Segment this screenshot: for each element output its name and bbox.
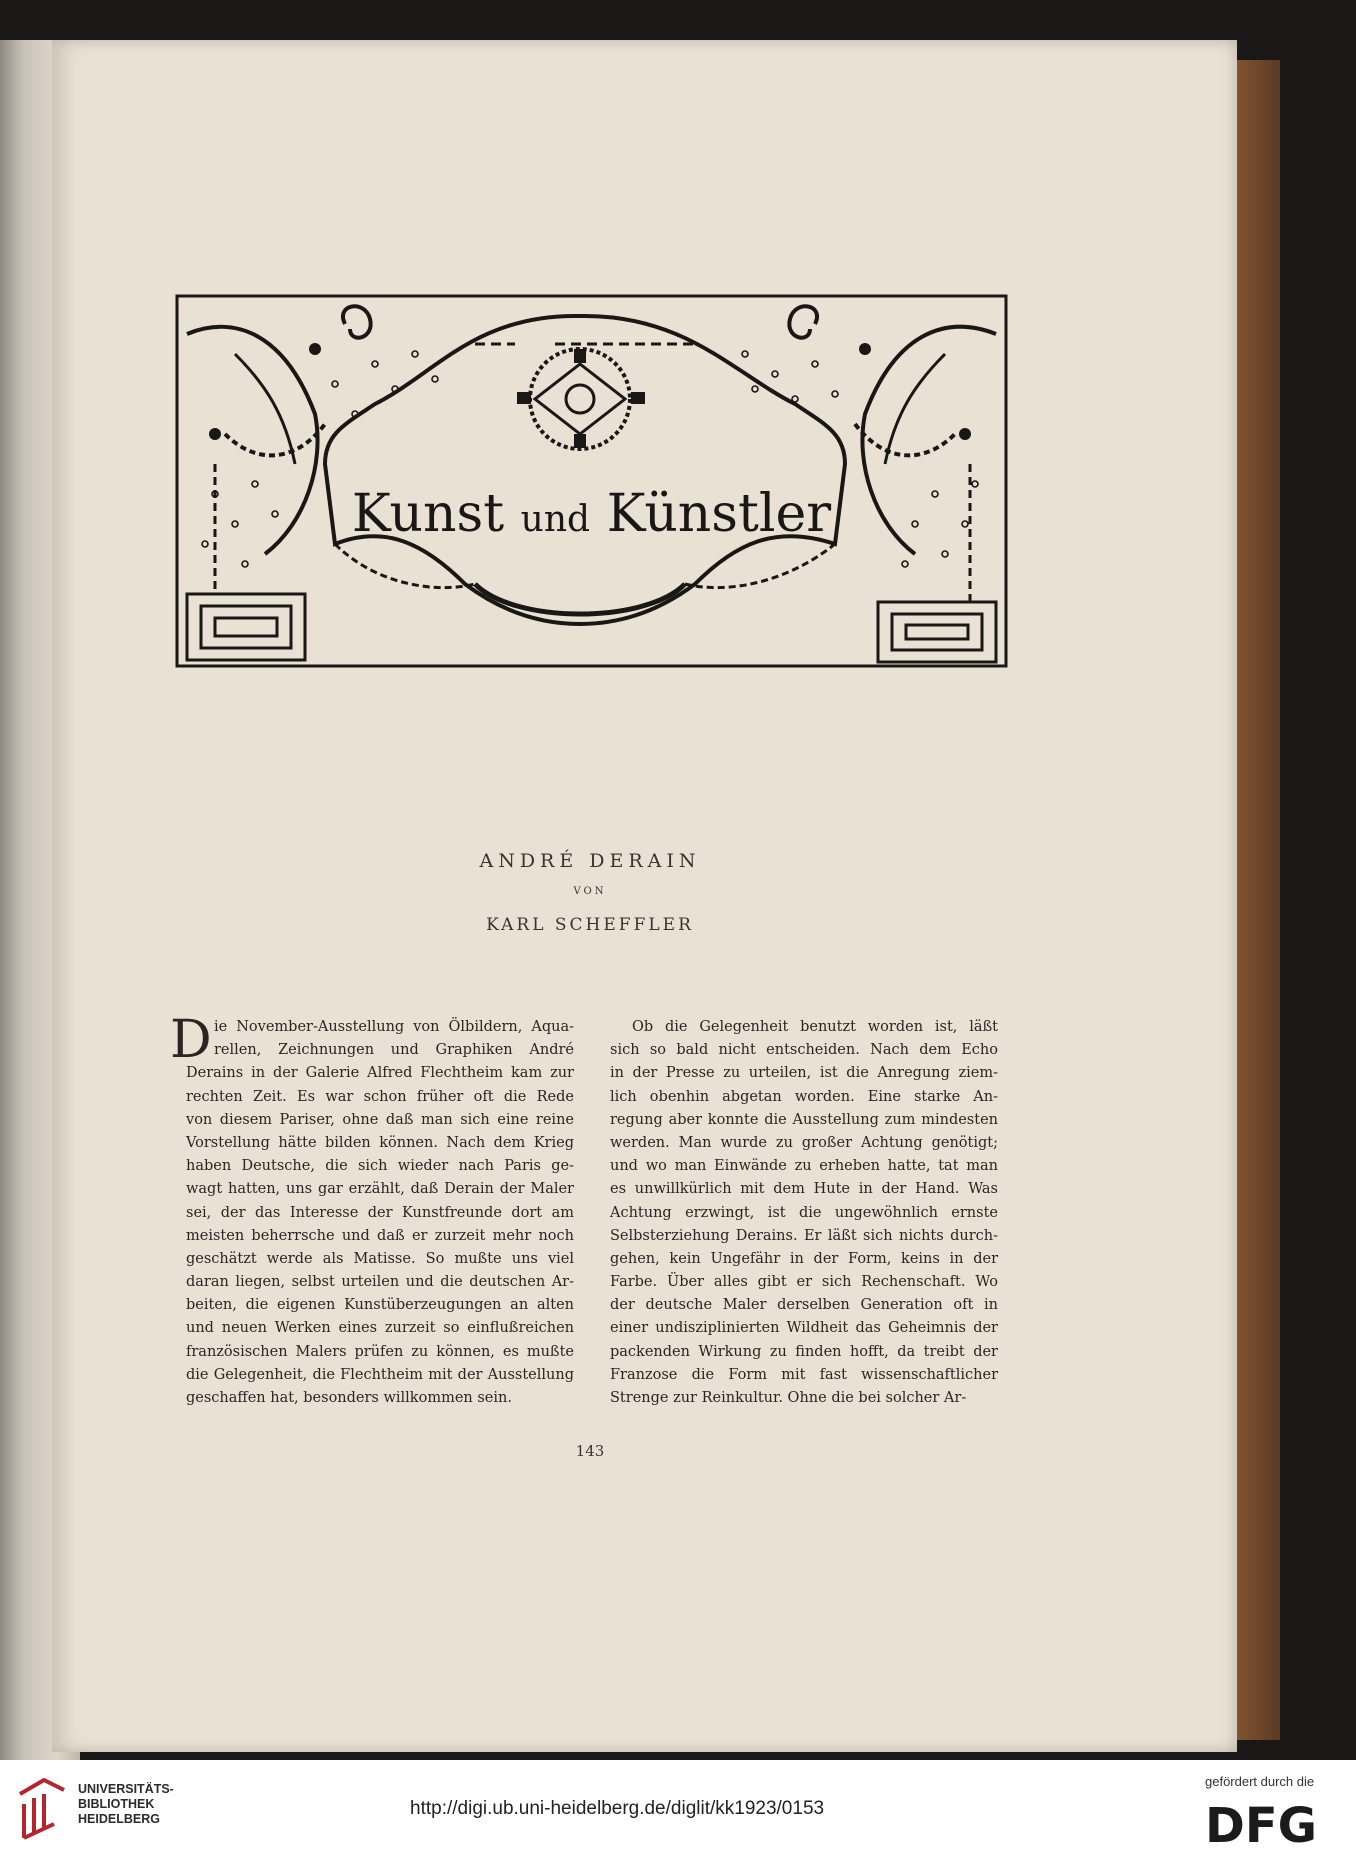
text-line: gehen, kein Ungefähr in der Form, keins in der: [610, 1250, 998, 1267]
text-line: Strenge zur Reinkultur. Ohne die bei solcher Ar-: [610, 1390, 967, 1406]
text-line: Selbsterziehung Derains. Er läßt sich nichts durch-: [610, 1227, 998, 1244]
dfg-logo[interactable]: [1205, 1800, 1345, 1846]
text-line: Ob die Gelegenheit benutzt worden ist, läßt: [632, 1019, 998, 1035]
text-line: wagt hatten, uns gar erzählt, daß Derain der Maler: [186, 1181, 574, 1198]
text-line: geschaffen hat, besonders willkommen sein.: [186, 1390, 512, 1406]
text-line: französischen Malers prüfen zu können, es mußte: [186, 1343, 574, 1360]
banner-ornament: [175, 294, 1008, 668]
article-title: ANDRÉ DERAIN: [479, 850, 701, 872]
text-line: Farbe. Über alles gibt er sich Rechenschaft. Wo: [610, 1274, 998, 1291]
university-library-logo[interactable]: [14, 1774, 70, 1844]
banner-title-kuenstler: Künstler: [606, 484, 832, 544]
text-line: beiten, die eigenen Kunstüberzeugungen an alten: [186, 1297, 574, 1314]
left-text-column: [186, 1016, 574, 1410]
text-line: geschätzt werde als Matisse. So mußte uns viel: [186, 1250, 574, 1267]
text-line: daran liegen, selbst urteilen und die deutschen Ar-: [186, 1274, 574, 1291]
library-line-1: UNIVERSITÄTS-: [78, 1782, 174, 1796]
text-line: werden. Man wurde zu großer Achtung genötigt;: [610, 1134, 998, 1151]
article-author: KARL SCHEFFLER: [486, 915, 694, 935]
permalink-url[interactable]: http://digi.ub.uni-heidelberg.de/diglit/kk1923/0153: [410, 1798, 825, 1819]
viewer-footer: [0, 1760, 1356, 1857]
text-line: einer undisziplinierten Wildheit das Geheimnis der: [610, 1320, 998, 1337]
drop-cap: D: [170, 1010, 212, 1070]
dfg-logo-text: DFG: [1205, 1800, 1318, 1846]
text-line: packenden Wirkung zu finden hofft, da treibt der: [610, 1343, 998, 1360]
text-line: Vorstellung hätte bilden können. Nach dem Krieg: [186, 1134, 574, 1151]
text-line: sei, der das Interesse der Kunstfreunde dort am: [186, 1204, 574, 1221]
text-line: Derains in der Galerie Alfred Flechtheim kam zur: [186, 1065, 574, 1082]
university-library-name: [78, 1782, 174, 1827]
text-line: ie November-Ausstellung von Ölbildern, Aqua-: [214, 1019, 574, 1035]
text-line: von diesem Pariser, ohne daß man sich eine reine: [186, 1111, 574, 1128]
text-line: meisten beherrsche und daß er zurzeit mehr noch: [186, 1227, 574, 1244]
book-page: [52, 40, 1237, 1752]
banner-title-kunst: Kunst: [351, 484, 505, 544]
banner-title: [175, 484, 1008, 544]
text-line: rechten Zeit. Es war schon früher oft die Rede: [186, 1088, 574, 1105]
banner-title-und: und: [520, 499, 591, 540]
text-line: und wo man Einwände zu erheben hatte, tat man: [610, 1158, 998, 1175]
text-line: rellen, Zeichnungen und Graphiken André: [214, 1042, 574, 1059]
text-line: und neuen Werken eines zurzeit so einflußreichen: [186, 1320, 574, 1337]
library-line-3: HEIDELBERG: [78, 1812, 160, 1826]
text-line: regung aber konnte die Ausstellung zum mindesten: [610, 1111, 998, 1128]
right-text-column: [610, 1016, 998, 1410]
decorative-banner: [175, 294, 1008, 668]
page-number: 143: [575, 1442, 605, 1460]
library-line-2: BIBLIOTHEK: [78, 1797, 155, 1811]
article-byline-von: VON: [573, 886, 607, 897]
text-line: in der Presse zu urteilen, ist die Anregung ziem-: [610, 1065, 998, 1082]
text-line: es unwillkürlich mit dem Hute in der Hand. Was: [610, 1181, 998, 1198]
text-line: lich obenhin abgetan worden. Eine starke An-: [610, 1088, 998, 1105]
text-line: Achtung erzwingt, ist die ungewöhnlich ernste: [610, 1204, 998, 1221]
text-line: die Gelegenheit, die Flechtheim mit der Ausstellung: [186, 1366, 574, 1383]
text-line: der deutsche Maler derselben Generation oft in: [610, 1297, 998, 1314]
funding-label: gefördert durch die: [1205, 1774, 1315, 1789]
text-line: sich so bald nicht entscheiden. Nach dem Echo: [610, 1042, 998, 1059]
text-line: Franzose die Form mit fast wissenschaftlicher: [610, 1366, 998, 1383]
text-line: haben Deutsche, die sich wieder nach Paris ge-: [186, 1158, 574, 1175]
